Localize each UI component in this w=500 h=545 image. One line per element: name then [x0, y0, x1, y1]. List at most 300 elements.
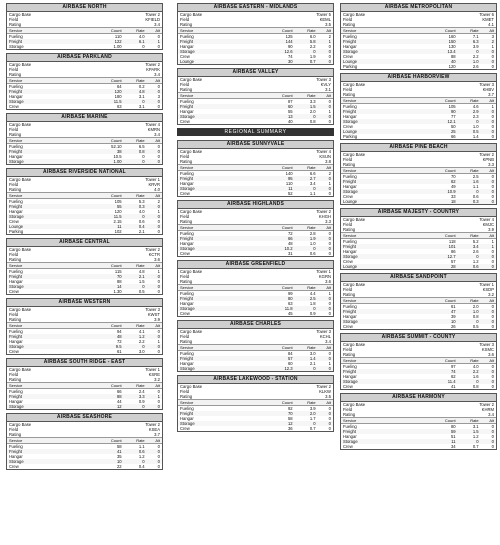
meta-value: 4.0: [154, 187, 160, 192]
table-cell: Crew: [343, 124, 353, 129]
table-cell: 180: [114, 94, 122, 99]
table-header: [341, 97, 496, 104]
table-cell: 3.4: [309, 181, 316, 186]
table-cell: 1.7: [309, 416, 316, 421]
table-cell: Storage: [343, 379, 358, 384]
table-cell: 2.3: [472, 114, 479, 119]
airbase-panel: [177, 260, 334, 317]
table-cell: 2.1: [138, 274, 145, 279]
table-cell: 120: [114, 209, 122, 214]
meta-label: Field: [9, 252, 19, 257]
table-cell: 4.4: [309, 291, 316, 296]
panel-title: AIRBASE SANDPOINT: [341, 274, 496, 282]
table-cell: 40: [450, 59, 456, 64]
column-header: Service: [343, 168, 357, 173]
table-cell: Hangar: [180, 301, 194, 306]
table-cell: 0: [476, 319, 479, 324]
table-cell: 10.2: [284, 246, 293, 251]
table-cell: 0: [491, 319, 494, 324]
meta-value: KSDP: [482, 287, 494, 292]
panel-title: AIRBASE CHARLES: [178, 321, 333, 329]
meta-value: 3.4: [154, 72, 160, 77]
table-cell: Storage: [343, 254, 358, 259]
table-cell: 1.9: [309, 236, 316, 241]
table-cell: Crew: [343, 54, 353, 59]
table-cell: Freight: [180, 356, 194, 361]
column-header: Rate: [307, 165, 316, 170]
table-cell: 0.6: [309, 251, 316, 256]
table-cell: 11: [451, 439, 456, 444]
airbase-panel: [340, 143, 497, 205]
table-cell: 80: [450, 424, 456, 429]
table-cell: 63: [116, 104, 122, 109]
column-header: Service: [180, 28, 194, 33]
column-left: [6, 3, 163, 473]
table-cell: 0.8: [472, 314, 479, 319]
meta-value: Tower 3: [479, 342, 494, 347]
table-cell: 36: [287, 426, 293, 431]
table-cell: 0.6: [138, 449, 145, 454]
table-header: [7, 27, 162, 34]
table-cell: Freight: [180, 236, 194, 241]
meta-label: Rating: [180, 339, 193, 344]
table-cell: Fueling: [9, 269, 23, 274]
table-cell: Fueling: [343, 104, 357, 109]
table-cell: 28: [450, 264, 456, 269]
column-header: Alt: [326, 165, 331, 170]
airbase-panel: [340, 273, 497, 330]
table-cell: 0.2: [138, 84, 145, 89]
table-row: [178, 191, 333, 196]
table-cell: 1.2: [138, 454, 145, 459]
table-cell: 0.4: [138, 464, 145, 469]
table-cell: 1.9: [309, 54, 316, 59]
table-cell: 0.4: [138, 224, 145, 229]
table-cell: 0: [142, 99, 145, 104]
column-header: Service: [343, 98, 357, 103]
table-cell: 72: [116, 339, 122, 344]
table-cell: Hangar: [180, 241, 194, 246]
table-row: [7, 159, 162, 164]
table-cell: 10: [450, 319, 456, 324]
table-cell: 0: [157, 344, 160, 349]
table-cell: 6.6: [309, 171, 316, 176]
table-cell: 105: [448, 104, 456, 109]
column-header: Count: [110, 263, 122, 268]
table-cell: Crew: [9, 464, 19, 469]
table-cell: 57: [450, 259, 456, 264]
table-row: [7, 229, 162, 234]
table-cell: Hangar: [180, 181, 194, 186]
table-cell: Fueling: [180, 291, 194, 296]
panel-title: AIRBASE SOUTH RIDGE - EAST: [7, 359, 162, 367]
meta-value: 3.3: [325, 219, 331, 224]
meta-value: Tower 3: [316, 329, 331, 334]
table-cell: 88: [116, 279, 122, 284]
table-cell: 51: [450, 434, 456, 439]
table-cell: Storage: [9, 44, 24, 49]
table-cell: 2.5: [472, 174, 479, 179]
table-cell: 60: [287, 361, 293, 366]
table-cell: Freight: [9, 39, 23, 44]
table-row: [7, 289, 162, 294]
table-cell: 0: [491, 259, 494, 264]
column-header: Rate: [470, 28, 479, 33]
meta-label: Cargo Base: [9, 62, 32, 67]
table-cell: 2.1: [309, 361, 316, 366]
column-header: Count: [444, 418, 456, 423]
table-cell: 1.5: [309, 104, 316, 109]
airbase-panel: [177, 3, 334, 65]
table-cell: 0: [157, 99, 160, 104]
table-cell: 0: [491, 114, 494, 119]
meta-label: Cargo Base: [180, 149, 203, 154]
airbase-panel: [340, 393, 497, 450]
panel-title: AIRBASE LAKEWOOD - STATION: [178, 376, 333, 384]
table-cell: 0: [476, 119, 479, 124]
meta-label: Cargo Base: [9, 367, 32, 372]
table-cell: 0: [328, 306, 331, 311]
airbase-panel: [177, 140, 334, 197]
airbase-panel: [340, 333, 497, 390]
column-header: Rate: [470, 358, 479, 363]
table-cell: 34: [450, 444, 456, 449]
table-cell: Hangar: [180, 361, 194, 366]
table-cell: 66: [116, 389, 122, 394]
airbase-panel: [177, 375, 334, 432]
column-header: Rate: [307, 93, 316, 98]
meta-label: Cargo Base: [9, 307, 32, 312]
meta-label: Rating: [343, 292, 356, 297]
table-cell: 1.0: [472, 124, 479, 129]
table-cell: Freight: [343, 244, 357, 249]
table-cell: Fueling: [343, 364, 357, 369]
table-cell: 1: [157, 339, 160, 344]
table-cell: 0: [491, 314, 494, 319]
table-cell: Fueling: [343, 239, 357, 244]
table-cell: 0: [157, 399, 160, 404]
table-header: [178, 344, 333, 351]
table-cell: 11.8: [284, 306, 293, 311]
table-cell: 0: [328, 406, 331, 411]
table-cell: Crew: [180, 251, 190, 256]
panel-title: AIRBASE MAJESTY - COUNTRY: [341, 209, 496, 217]
table-cell: 1.1: [309, 191, 316, 196]
table-cell: 0: [157, 464, 160, 469]
meta-value: Tower 6: [479, 12, 494, 17]
table-cell: Storage: [9, 404, 24, 409]
table-cell: 1.5: [138, 279, 145, 284]
column-header: Alt: [155, 28, 160, 33]
table-header: [7, 382, 162, 389]
table-cell: 2.2: [472, 369, 479, 374]
table-cell: Storage: [343, 49, 358, 54]
table-header: [341, 297, 496, 304]
table-cell: Lounge: [343, 59, 357, 64]
panel-title: AIRBASE GREENFIELD: [178, 261, 333, 269]
table-cell: 1.00: [113, 44, 122, 49]
meta-value: 4.1: [488, 22, 494, 27]
table-cell: 12.7: [447, 254, 456, 259]
table-cell: 77: [450, 114, 456, 119]
table-cell: 122: [114, 39, 122, 44]
meta-label: Cargo Base: [343, 282, 366, 287]
meta-value: KPNB: [482, 157, 494, 162]
meta-value: KRVR: [148, 182, 160, 187]
table-cell: Crew: [9, 289, 19, 294]
table-cell: Storage: [180, 366, 195, 371]
table-row: [341, 384, 496, 389]
table-cell: 5.2: [472, 239, 479, 244]
table-cell: 45: [287, 311, 293, 316]
table-cell: 1: [157, 209, 160, 214]
meta-value: 3.6: [325, 279, 331, 284]
table-cell: 4.0: [138, 34, 145, 39]
table-row: [341, 444, 496, 449]
table-cell: 1.4: [309, 356, 316, 361]
table-cell: Lounge: [343, 264, 357, 269]
table-cell: 0.9: [309, 311, 316, 316]
column-header: Service: [180, 345, 194, 350]
table-row: [7, 464, 162, 469]
column-header: Rate: [136, 28, 145, 33]
table-cell: Crew: [343, 444, 353, 449]
meta-value: KSMC: [481, 347, 494, 352]
table-cell: 0: [491, 309, 494, 314]
table-cell: 97: [450, 364, 456, 369]
airbase-panel: [340, 3, 497, 70]
table-cell: 6.1: [138, 39, 145, 44]
table-cell: 55: [116, 204, 122, 209]
table-cell: 1.0: [472, 309, 479, 314]
table-cell: 0: [328, 49, 331, 54]
airbase-panel: [6, 53, 163, 110]
airbase-panel: [340, 208, 497, 270]
table-cell: Hangar: [9, 154, 23, 159]
table-cell: Fueling: [9, 84, 23, 89]
table-cell: 130: [448, 44, 456, 49]
table-header: [178, 27, 333, 34]
table-cell: 10.9: [447, 189, 456, 194]
table-cell: Crew: [180, 311, 190, 316]
table-cell: 0: [491, 254, 494, 259]
table-cell: Freight: [180, 176, 194, 181]
panel-title: AIRBASE EASTERN - MIDLANDS: [178, 4, 333, 12]
table-cell: 4.6: [472, 104, 479, 109]
table-cell: Storage: [180, 246, 195, 251]
table-cell: Freight: [9, 89, 23, 94]
table-cell: Crew: [9, 219, 19, 224]
table-cell: 4.1: [138, 329, 145, 334]
table-cell: 31: [287, 251, 293, 256]
table-cell: 0.7: [309, 426, 316, 431]
table-cell: 0: [328, 251, 331, 256]
meta-label: Field: [180, 214, 190, 219]
meta-label: Cargo Base: [343, 152, 366, 157]
table-cell: 88: [450, 54, 456, 59]
table-cell: Hangar: [9, 94, 23, 99]
meta-label: Cargo Base: [9, 247, 32, 252]
table-cell: 3.0: [309, 351, 316, 356]
meta-value: 3.8: [325, 159, 331, 164]
table-cell: 0: [491, 194, 494, 199]
table-cell: 2: [328, 34, 331, 39]
table-row: [178, 59, 333, 64]
meta-value: Tower 4: [316, 149, 331, 154]
table-cell: Fueling: [180, 99, 194, 104]
table-cell: 2.4: [138, 389, 145, 394]
column-header: Rate: [136, 78, 145, 83]
table-cell: Hangar: [343, 44, 357, 49]
meta-label: Rating: [9, 72, 22, 77]
meta-label: Field: [180, 82, 190, 87]
column-header: Service: [9, 78, 23, 83]
table-cell: 22: [116, 464, 122, 469]
panel-title: AIRBASE HARBORVIEW: [341, 74, 496, 82]
table-cell: 2.6: [472, 64, 479, 69]
table-cell: 0: [328, 426, 331, 431]
meta-label: Cargo Base: [343, 12, 366, 17]
meta-label: Field: [9, 67, 19, 72]
table-cell: 18: [450, 199, 456, 204]
meta-value: 3.4: [325, 339, 331, 344]
meta-label: Cargo Base: [343, 217, 366, 222]
table-row: [178, 251, 333, 256]
column-header: Service: [9, 138, 23, 143]
table-cell: 72: [287, 231, 293, 236]
table-cell: 0: [491, 429, 494, 434]
table-cell: 0: [142, 214, 145, 219]
meta-value: KHRM: [481, 407, 494, 412]
table-row: [178, 366, 333, 371]
meta-label: Cargo Base: [9, 12, 32, 17]
meta-label: Cargo Base: [343, 402, 366, 407]
meta-label: Rating: [9, 257, 22, 262]
table-cell: 0: [157, 214, 160, 219]
column-header: Count: [444, 168, 456, 173]
table-cell: 0: [328, 296, 331, 301]
column-header: Count: [444, 28, 456, 33]
table-cell: 120: [114, 89, 122, 94]
table-cell: Freight: [343, 39, 357, 44]
meta-value: KSRE: [148, 372, 160, 377]
panel-title: AIRBASE SUMMIT - COUNTY: [341, 334, 496, 342]
table-cell: 0: [491, 249, 494, 254]
airbase-panel: [6, 358, 163, 410]
table-header: [341, 417, 496, 424]
table-cell: 0: [328, 421, 331, 426]
meta-label: Field: [180, 274, 190, 279]
table-cell: 2.15: [113, 219, 122, 224]
table-cell: 0.7: [472, 444, 479, 449]
table-cell: 0: [142, 459, 145, 464]
column-header: Count: [281, 165, 293, 170]
table-cell: Freight: [9, 394, 23, 399]
table-cell: 11.4: [447, 379, 456, 384]
table-cell: 0: [491, 434, 494, 439]
table-cell: 86: [450, 249, 456, 254]
meta-label: Rating: [180, 279, 193, 284]
meta-value: Tower 3: [145, 307, 160, 312]
table-cell: 0: [491, 374, 494, 379]
table-cell: 40: [287, 119, 293, 124]
table-header: [341, 27, 496, 34]
table-cell: 1: [328, 39, 331, 44]
meta-value: 3.7: [488, 92, 494, 97]
table-cell: 5.8: [309, 39, 316, 44]
table-cell: 49: [450, 184, 456, 189]
table-cell: Storage: [343, 119, 358, 124]
column-header: Count: [444, 233, 456, 238]
meta-value: KMET: [482, 17, 494, 22]
table-cell: 0: [328, 236, 331, 241]
table-cell: 1: [491, 239, 494, 244]
table-cell: 0: [491, 324, 494, 329]
meta-value: Tower 2: [316, 384, 331, 389]
meta-value: KFIELD: [145, 17, 160, 22]
table-cell: 25: [450, 129, 456, 134]
table-cell: 2.1: [138, 229, 145, 234]
column-header: Service: [343, 298, 357, 303]
table-cell: Freight: [343, 369, 357, 374]
table-cell: 0: [157, 449, 160, 454]
meta-label: Cargo Base: [9, 422, 32, 427]
table-cell: 61: [450, 304, 456, 309]
meta-value: KHGH: [318, 214, 331, 219]
table-row: [7, 404, 162, 409]
table-cell: 0.5: [138, 289, 145, 294]
meta-value: KHBV: [482, 87, 494, 92]
table-cell: 3.9: [472, 44, 479, 49]
table-cell: Freight: [9, 149, 23, 154]
table-header: [7, 437, 162, 444]
column-header: Count: [110, 138, 122, 143]
table-cell: 50: [450, 124, 456, 129]
table-cell: 0.8: [472, 384, 479, 389]
airbase-panel: [340, 73, 497, 140]
table-cell: 0: [476, 49, 479, 54]
table-cell: 5.3: [138, 199, 145, 204]
meta-label: Rating: [180, 22, 193, 27]
table-cell: 0.7: [309, 59, 316, 64]
meta-value: KPARK: [146, 67, 160, 72]
table-cell: Hangar: [343, 114, 357, 119]
table-cell: 3.3: [138, 394, 145, 399]
table-cell: 0: [328, 411, 331, 416]
meta-label: Field: [343, 287, 353, 292]
table-cell: 0: [328, 416, 331, 421]
table-cell: 2.9: [472, 109, 479, 114]
table-cell: Crew: [180, 426, 190, 431]
table-cell: 12: [287, 421, 293, 426]
table-cell: 0: [157, 444, 160, 449]
table-cell: 2.0: [309, 411, 316, 416]
table-cell: 3: [491, 34, 494, 39]
table-cell: 0: [491, 134, 494, 139]
meta-value: Tower 2: [479, 402, 494, 407]
table-cell: 0.6: [138, 219, 145, 224]
column-header: Alt: [489, 28, 494, 33]
meta-value: KVLY: [320, 82, 331, 87]
table-cell: 0: [157, 274, 160, 279]
airbase-panel: [177, 68, 334, 125]
meta-label: Field: [180, 389, 190, 394]
airbase-panel: [6, 168, 163, 235]
table-cell: Fueling: [343, 174, 357, 179]
table-cell: Storage: [343, 319, 358, 324]
table-header: [341, 232, 496, 239]
table-cell: 2.0: [309, 109, 316, 114]
